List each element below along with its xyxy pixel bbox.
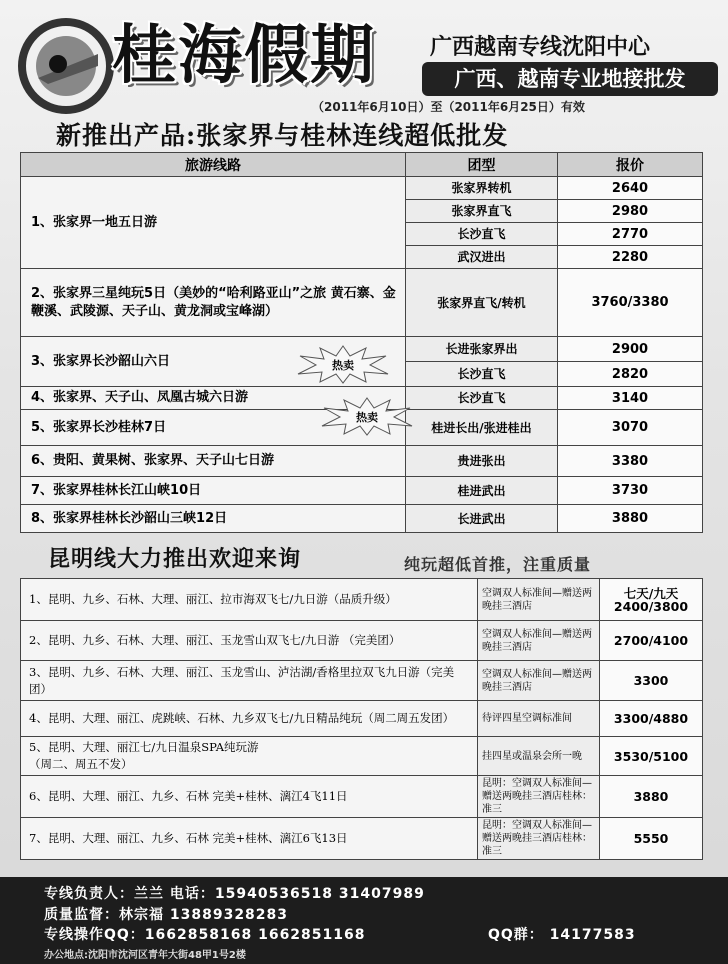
price: 2900	[558, 337, 703, 362]
price: 3730	[558, 477, 703, 505]
header-type: 团型	[406, 153, 558, 177]
accommodation-note: 待评四星空调标准间	[478, 701, 600, 737]
price: 2640	[558, 177, 703, 200]
route-name: 8、张家界桂林长沙韶山三峡12日	[21, 505, 406, 533]
accommodation-note: 空调双人标准间—赠送两晚挂三酒店	[478, 579, 600, 621]
header-route: 旅游线路	[21, 153, 406, 177]
accommodation-note: 空调双人标准间—赠送两晚挂三酒店	[478, 661, 600, 701]
table-body	[21, 579, 703, 860]
tagline-primary: 广西越南专线沈阳中心	[430, 35, 651, 60]
table-row	[21, 177, 703, 200]
table-row	[21, 776, 703, 818]
price: 2700/4100	[600, 621, 703, 661]
route-name: 1、张家界一地五日游	[21, 177, 406, 269]
route-name: 5、张家界长沙桂林7日	[21, 410, 406, 446]
route-name: 4、昆明、大理、丽江、虎跳峡、石林、九乡双飞七/九日精品纯玩（周二周五发团）	[21, 701, 478, 737]
route-name: 6、昆明、大理、丽江、九乡、石林 完美+桂林、漓江4飞11日	[21, 776, 478, 818]
price: 2820	[558, 362, 703, 387]
table-header-row	[21, 153, 703, 177]
table-row	[21, 269, 703, 337]
group-type: 长沙直飞	[406, 223, 558, 246]
header-price: 报价	[558, 153, 703, 177]
group-type: 长沙直飞	[406, 387, 558, 410]
hot-sale-label: 热卖	[356, 411, 378, 424]
price: 3140	[558, 387, 703, 410]
tagline-secondary: 广西、越南专业地接批发	[422, 62, 718, 96]
hot-sale-badge	[296, 344, 390, 384]
brand-name: 桂海假期	[112, 18, 376, 93]
price: 2980	[558, 200, 703, 223]
table-row	[21, 621, 703, 661]
group-qq: QQ群： 14177583	[488, 927, 636, 943]
route-name: 4、张家界、天子山、凤凰古城六日游	[21, 387, 406, 410]
price: 3760/3380	[558, 269, 703, 337]
group-type: 桂进武出	[406, 477, 558, 505]
group-type: 张家界直飞	[406, 200, 558, 223]
price: 3880	[558, 505, 703, 533]
table-row	[21, 579, 703, 621]
group-type: 桂进长出/张进桂出	[406, 410, 558, 446]
route-name: 7、昆明、大理、丽江、九乡、石林 完美+桂林、漓江6飞13日	[21, 818, 478, 860]
quality-supervisor: 质量监督：林宗福 13889328283	[44, 907, 289, 923]
route-name: 3、张家界长沙韶山六日	[21, 337, 406, 387]
route-name: 7、张家界桂林长江山峡10日	[21, 477, 406, 505]
new-product-headline: 新推出产品:张家界与桂林连线超低批发	[56, 121, 509, 150]
table-row	[21, 505, 703, 533]
office-address: 办公地点:沈阳市沈河区青年大街48甲1号2楼	[44, 950, 246, 961]
hot-sale-badge	[320, 396, 414, 436]
price: 3880	[600, 776, 703, 818]
table-row	[21, 737, 703, 776]
contact-footer	[0, 877, 728, 964]
route-name: 1、昆明、九乡、石林、大理、丽江、拉市海双飞七/九日游（品质升级）	[21, 579, 478, 621]
kunming-price-table	[20, 578, 703, 860]
price: 3300	[600, 661, 703, 701]
accommodation-note: 挂四星或温泉会所一晚	[478, 737, 600, 776]
validity-period: （2011年6月10日）至（2011年6月25日）有效	[312, 100, 585, 114]
accommodation-note: 昆明：空调双人标准间—赠送两晚挂三酒店桂林：准三	[478, 776, 600, 818]
table-row	[21, 446, 703, 477]
route-name: 5、昆明、大理、丽江七/九日温泉SPA纯玩游 （周二、周五不发）	[21, 737, 478, 776]
route-name: 2、张家界三星纯玩5日（美妙的“哈利路亚山”之旅 黄石寨、金鞭溪、武陵源、天子山、黄龙洞或宝峰湖）	[21, 269, 406, 337]
table-row	[21, 477, 703, 505]
price: 2280	[558, 246, 703, 269]
table-row	[21, 818, 703, 860]
group-type: 张家界直飞/转机	[406, 269, 558, 337]
manager-contact: 专线负责人：兰兰 电话：15940536518 31407989	[44, 886, 425, 902]
price: 3380	[558, 446, 703, 477]
group-type: 张家界转机	[406, 177, 558, 200]
zhangjiajie-price-table	[20, 152, 703, 533]
accommodation-note: 空调双人标准间—赠送两晚挂三酒店	[478, 621, 600, 661]
price: 2770	[558, 223, 703, 246]
group-type: 长进武出	[406, 505, 558, 533]
brand-logo-icon	[18, 18, 114, 114]
hot-sale-label: 热卖	[332, 359, 354, 372]
route-name: 6、贵阳、黄果树、张家界、天子山七日游	[21, 446, 406, 477]
table-row	[21, 701, 703, 737]
operator-qq: 专线操作QQ：1662858168 1662851168	[44, 927, 366, 943]
accommodation-note: 昆明：空调双人标准间—赠送两晚挂三酒店桂林：准三	[478, 818, 600, 860]
kunming-headline: 昆明线大力推出欢迎来询	[48, 546, 302, 572]
route-name: 2、昆明、九乡、石林、大理、丽江、玉龙雪山双飞七/九日游 （完美团）	[21, 621, 478, 661]
table-row	[21, 661, 703, 701]
route-name: 3、昆明、九乡、石林、大理、丽江、玉龙雪山、泸沽湖/香格里拉双飞九日游（完美团）	[21, 661, 478, 701]
price: 七天/九天 2400/3800	[600, 579, 703, 621]
price: 3530/5100	[600, 737, 703, 776]
group-type: 长沙直飞	[406, 362, 558, 387]
group-type: 武汉进出	[406, 246, 558, 269]
group-type: 贵进张出	[406, 446, 558, 477]
kunming-slogan: 纯玩超低首推，注重质量	[404, 555, 592, 574]
price: 3070	[558, 410, 703, 446]
price: 5550	[600, 818, 703, 860]
group-type: 长进张家界出	[406, 337, 558, 362]
price: 3300/4880	[600, 701, 703, 737]
